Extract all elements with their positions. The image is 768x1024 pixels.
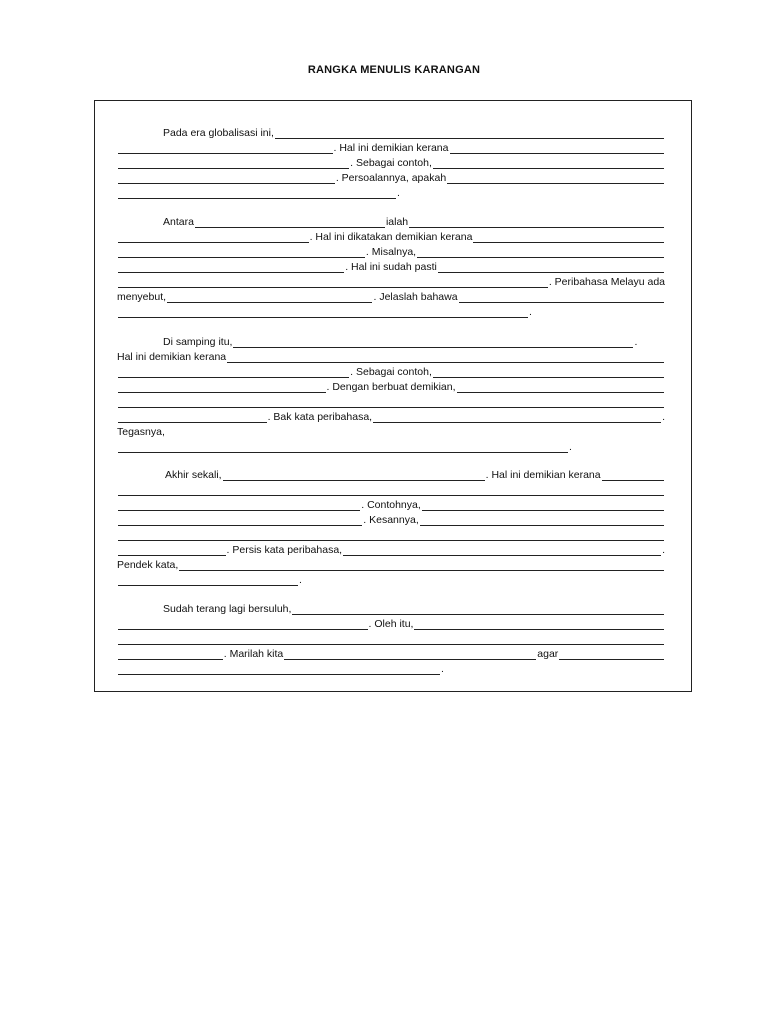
fill-in-blank[interactable] — [459, 291, 664, 303]
fill-in-blank[interactable] — [118, 529, 664, 541]
prompt-text: . Peribahasa Melayu ada — [548, 276, 665, 288]
form-line — [117, 645, 665, 660]
prompt-text: . — [441, 663, 444, 675]
fill-in-blank[interactable] — [118, 306, 528, 318]
prompt-text: Di samping itu, — [163, 336, 233, 348]
fill-in-blank[interactable] — [438, 261, 664, 273]
prompt-text: Sudah terang lagi bersuluh, — [163, 603, 292, 615]
form-line — [117, 511, 665, 526]
prompt-text: . Sebagai contoh, — [350, 366, 432, 378]
form-line — [117, 615, 665, 630]
form-line — [117, 303, 665, 318]
prompt-text: . Persoalannya, apakah — [335, 172, 447, 184]
prompt-text: . Hal ini demikian kerana — [485, 469, 601, 481]
prompt-text: . Hal ini dikatakan demikian kerana — [309, 231, 473, 243]
form-line — [163, 600, 665, 615]
form-line — [117, 139, 665, 154]
fill-in-blank[interactable] — [433, 157, 664, 169]
fill-in-blank[interactable] — [409, 216, 664, 228]
form-line — [117, 184, 665, 199]
fill-in-blank[interactable] — [457, 381, 665, 393]
fill-in-blank[interactable] — [118, 276, 548, 288]
form-line — [117, 571, 665, 586]
fill-in-blank[interactable] — [417, 246, 664, 258]
prompt-text: . Dengan berbuat demikian, — [326, 381, 456, 393]
form-line — [117, 541, 665, 556]
fill-in-blank[interactable] — [602, 469, 664, 481]
prompt-text: Akhir sekali, — [165, 469, 222, 481]
fill-in-blank[interactable] — [233, 336, 633, 348]
form-line — [117, 348, 665, 363]
form-line — [117, 423, 665, 438]
prompt-text: . — [662, 411, 665, 423]
form-line — [117, 228, 665, 243]
prompt-text: . — [529, 306, 532, 318]
form-line — [163, 333, 665, 348]
form-line — [117, 393, 665, 408]
prompt-text: . — [634, 336, 638, 348]
fill-in-blank[interactable] — [433, 366, 664, 378]
prompt-text: . — [299, 574, 302, 586]
prompt-text: . — [662, 544, 665, 556]
form-line — [117, 660, 665, 675]
prompt-text: agar — [537, 648, 559, 660]
fill-in-blank[interactable] — [118, 381, 326, 393]
fill-in-blank[interactable] — [420, 514, 664, 526]
prompt-text: Pendek kata, — [117, 559, 179, 571]
fill-in-blank[interactable] — [343, 544, 661, 556]
fill-in-blank[interactable] — [450, 142, 665, 154]
fill-in-blank[interactable] — [373, 411, 661, 423]
fill-in-blank[interactable] — [118, 172, 335, 184]
fill-in-blank[interactable] — [118, 366, 349, 378]
fill-in-blank[interactable] — [227, 351, 664, 363]
form-line — [117, 378, 665, 393]
prompt-text: . Bak kata peribahasa, — [267, 411, 373, 423]
fill-in-blank[interactable] — [118, 544, 226, 556]
form-line — [117, 630, 665, 645]
form-line — [117, 363, 665, 378]
fill-in-blank[interactable] — [118, 187, 396, 199]
prompt-text: . Marilah kita — [223, 648, 284, 660]
fill-in-blank[interactable] — [118, 633, 664, 645]
fill-in-blank[interactable] — [118, 663, 440, 675]
fill-in-blank[interactable] — [167, 291, 372, 303]
fill-in-blank[interactable] — [118, 142, 333, 154]
prompt-text: Tegasnya, — [117, 426, 165, 438]
fill-in-blank[interactable] — [118, 246, 365, 258]
prompt-text: . — [569, 441, 572, 453]
fill-in-blank[interactable] — [292, 603, 664, 615]
fill-in-blank[interactable] — [118, 514, 362, 526]
form-line — [117, 481, 665, 496]
form-line — [117, 496, 665, 511]
prompt-text: ialah — [385, 216, 409, 228]
fill-in-blank[interactable] — [118, 618, 368, 630]
prompt-text: Antara — [163, 216, 194, 228]
fill-in-blank[interactable] — [118, 411, 267, 423]
fill-in-blank[interactable] — [447, 172, 664, 184]
form-line — [117, 154, 665, 169]
page-title: RANGKA MENULIS KARANGAN — [307, 64, 481, 76]
form-line — [117, 288, 665, 303]
fill-in-blank[interactable] — [118, 648, 223, 660]
form-line — [163, 213, 665, 228]
fill-in-blank[interactable] — [118, 441, 568, 453]
form-line — [117, 258, 665, 273]
form-line — [165, 466, 665, 481]
prompt-text: . Contohnya, — [361, 499, 421, 511]
form-line — [163, 124, 665, 139]
fill-in-blank[interactable] — [284, 648, 536, 660]
fill-in-blank[interactable] — [414, 618, 664, 630]
form-line — [117, 526, 665, 541]
prompt-text: . Oleh itu, — [368, 618, 414, 630]
fill-in-blank[interactable] — [118, 261, 344, 273]
fill-in-blank[interactable] — [118, 231, 309, 243]
prompt-text: Pada era globalisasi ini, — [163, 127, 274, 139]
form-line — [117, 169, 665, 184]
fill-in-blank[interactable] — [559, 648, 664, 660]
fill-in-blank[interactable] — [118, 157, 349, 169]
form-line — [117, 273, 665, 288]
fill-in-blank[interactable] — [195, 216, 385, 228]
prompt-text: menyebut, — [117, 291, 167, 303]
prompt-text: . Misalnya, — [365, 246, 417, 258]
prompt-text: . Jelaslah bahawa — [373, 291, 458, 303]
form-line — [117, 438, 665, 453]
prompt-text: . — [397, 187, 400, 199]
prompt-text: Hal ini demikian kerana — [117, 351, 227, 363]
fill-in-blank[interactable] — [275, 127, 664, 139]
prompt-text: . Hal ini demikian kerana — [333, 142, 449, 154]
fill-in-blank[interactable] — [422, 499, 664, 511]
fill-in-blank[interactable] — [179, 559, 664, 571]
form-line — [117, 556, 665, 571]
prompt-text: . Persis kata peribahasa, — [226, 544, 343, 556]
form-line — [117, 243, 665, 258]
fill-in-blank[interactable] — [118, 574, 298, 586]
fill-in-blank[interactable] — [223, 469, 485, 481]
form-line — [117, 408, 665, 423]
prompt-text: . Kesannya, — [363, 514, 419, 526]
fill-in-blank[interactable] — [118, 396, 664, 408]
fill-in-blank[interactable] — [118, 499, 360, 511]
fill-in-blank[interactable] — [473, 231, 664, 243]
fill-in-blank[interactable] — [118, 484, 664, 496]
prompt-text: . Hal ini sudah pasti — [345, 261, 437, 273]
prompt-text: . Sebagai contoh, — [350, 157, 432, 169]
